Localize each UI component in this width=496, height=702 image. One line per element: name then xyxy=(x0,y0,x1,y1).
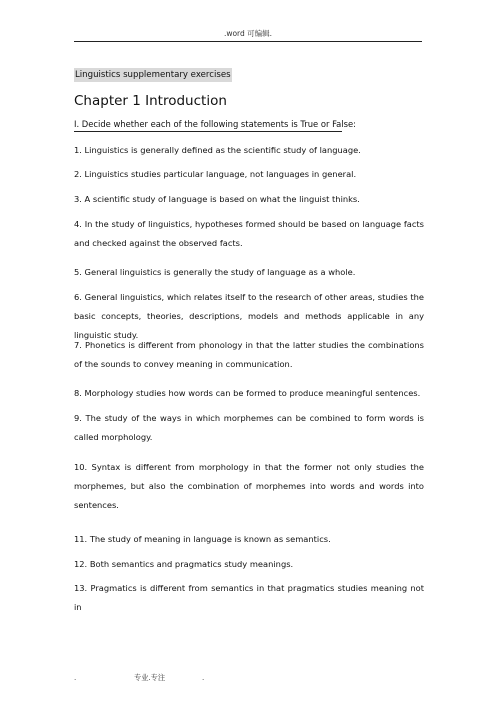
statement-item: 12. Both semantics and pragmatics study meanings. xyxy=(74,559,294,569)
statement-item: 13. Pragmatics is different from semantics in that pragmatics studies meaning not in xyxy=(74,583,424,612)
statement-item: 4. In the study of linguistics, hypotheses formed should be based on language facts and checked against the observed facts. xyxy=(74,219,424,248)
statement-item: 2. Linguistics studies particular language, not languages in general. xyxy=(74,169,357,179)
statement-item: 6. General linguistics, which relates itself to the research of other areas, studies the basic concepts, theories, descriptions, models and methods applicable in any linguistic study. xyxy=(74,292,424,340)
statement-item: 11. The study of meaning in language is known as semantics. xyxy=(74,534,331,544)
statement-item: 9. The study of the ways in which morphemes can be combined to form words is called morphology. xyxy=(74,413,424,442)
statement-item: 7. Phonetics is different from phonology in that the latter studies the combinations of the sounds to convey meaning in communication. xyxy=(74,340,424,369)
statement-item: 10. Syntax is different from morphology in that the former not only studies the morphemes, but also the combination of morphemes into words and words into sentences. xyxy=(74,462,424,510)
page-header: .word 可编辑. xyxy=(223,29,273,38)
chapter-title: Chapter 1 Introduction xyxy=(74,93,227,109)
footer-right: . xyxy=(202,673,205,682)
statement-item: 8. Morphology studies how words can be formed to produce meaningful sentences. xyxy=(74,388,421,398)
footer-middle: 专业.专注 xyxy=(134,673,166,682)
footer-left: . xyxy=(74,673,77,682)
statement-item: 1. Linguistics is generally defined as the scientific study of language. xyxy=(74,145,361,155)
exercise-label: Linguistics supplementary exercises xyxy=(75,70,231,80)
statement-item: 5. General linguistics is generally the study of language as a whole. xyxy=(74,267,356,277)
statement-item: 3. A scientific study of language is based on what the linguist thinks. xyxy=(74,194,360,204)
header-rule xyxy=(74,41,422,42)
instruction-line: Ⅰ. Decide whether each of the following statements is True or False: xyxy=(74,117,342,132)
